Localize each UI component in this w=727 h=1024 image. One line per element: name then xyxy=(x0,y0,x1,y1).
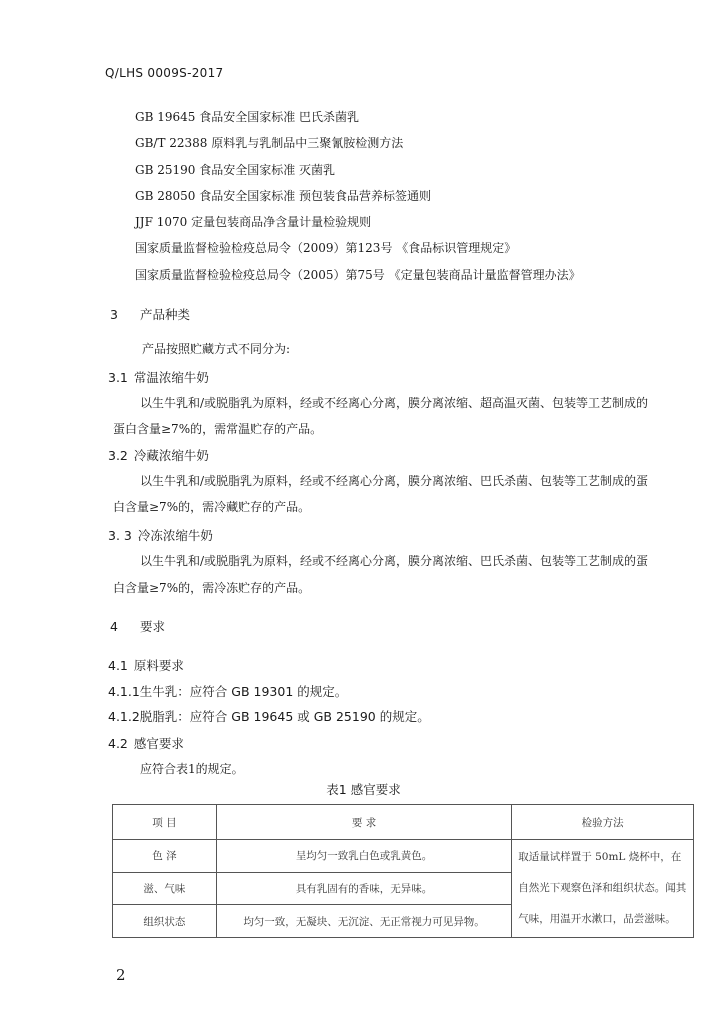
section-heading xyxy=(110,617,165,635)
subsection-title: 原料要求 xyxy=(133,658,184,673)
subsection-heading xyxy=(108,734,184,752)
subsection-number: 4.1 xyxy=(108,658,128,673)
cell-item: 滋、气味 xyxy=(113,872,217,905)
table-header-row xyxy=(113,805,694,840)
cell-requirement: 均匀一致，无凝块、无沉淀、无正常视力可见异物。 xyxy=(216,905,511,938)
table-caption: 表1 感官要求 xyxy=(326,782,401,797)
section-title: 产品种类 xyxy=(140,307,191,322)
paragraph-line: 白含量≥7%的，需冷冻贮存的产品。 xyxy=(113,581,311,595)
subsection-heading xyxy=(108,656,184,674)
cell-item: 组织状态 xyxy=(113,905,217,938)
column-header-item: 项 目 xyxy=(113,805,217,840)
subsection-number: 4.2 xyxy=(108,736,128,751)
subsection-heading xyxy=(108,446,209,464)
subsection-heading xyxy=(108,368,209,386)
reference-item: JJF 1070 定量包装商品净含量计量检验规则 xyxy=(135,215,372,229)
sensory-requirements-table xyxy=(112,804,694,938)
subsection-heading xyxy=(108,526,213,544)
reference-item: GB/T 22388 原料乳与乳制品中三聚氰胺检测方法 xyxy=(135,136,404,150)
cell-requirement: 呈均匀一致乳白色或乳黄色。 xyxy=(216,840,511,873)
reference-item: 国家质量监督检验检疫总局令（2009）第123号 《食品标识管理规定》 xyxy=(135,241,517,255)
reference-item: 国家质量监督检验检疫总局令（2005）第75号 《定量包装商品计量监督管理办法》 xyxy=(135,268,581,282)
paragraph-line: 以生牛乳和/或脱脂乳为原料，经或不经离心分离，膜分离浓缩、超高温灭菌、包装等工艺制成的 xyxy=(140,396,649,410)
page-number: 2 xyxy=(116,966,126,984)
reference-item: GB 28050 食品安全国家标准 预包装食品营养标签通则 xyxy=(135,189,432,203)
clause-raw-milk: 4.1.1生牛乳：应符合 GB 19301 的规定。 xyxy=(108,684,348,699)
column-header-method: 检验方法 xyxy=(512,805,694,840)
reference-item: GB 25190 食品安全国家标准 灭菌乳 xyxy=(135,163,336,177)
subsection-number: 3. 3 xyxy=(108,528,132,543)
paragraph-line: 以生牛乳和/或脱脂乳为原料，经或不经离心分离，膜分离浓缩、巴氏杀菌、包装等工艺制成的蛋 xyxy=(140,474,649,488)
section-number: 3 xyxy=(110,307,118,322)
section-intro: 产品按照贮藏方式不同分为: xyxy=(142,342,291,356)
cell-method: 取适量试样置于 50mL 烧杯中，在自然光下观察色泽和组织状态。闻其气味，用温开水漱口，品尝滋味。 xyxy=(512,840,694,938)
paragraph-line: 白含量≥7%的，需冷藏贮存的产品。 xyxy=(113,500,311,514)
subsection-title: 常温浓缩牛奶 xyxy=(133,370,209,385)
table-reference-text: 应符合表1的规定。 xyxy=(140,762,244,776)
subsection-title: 冷藏浓缩牛奶 xyxy=(133,448,209,463)
column-header-requirement: 要 求 xyxy=(216,805,511,840)
subsection-title: 冷冻浓缩牛奶 xyxy=(137,528,213,543)
clause-skim-milk: 4.1.2脱脂乳：应符合 GB 19645 或 GB 25190 的规定。 xyxy=(108,709,430,724)
section-number: 4 xyxy=(110,619,118,634)
paragraph-line: 蛋白含量≥7%的，需常温贮存的产品。 xyxy=(113,422,323,436)
cell-item: 色 泽 xyxy=(113,840,217,873)
reference-item: GB 19645 食品安全国家标准 巴氏杀菌乳 xyxy=(135,110,360,124)
document-code: Q/LHS 0009S-2017 xyxy=(105,66,224,80)
subsection-number: 3.1 xyxy=(108,370,128,385)
section-title: 要求 xyxy=(140,619,166,634)
subsection-number: 3.2 xyxy=(108,448,128,463)
table-row xyxy=(113,840,694,873)
subsection-title: 感官要求 xyxy=(133,736,184,751)
paragraph-line: 以生牛乳和/或脱脂乳为原料，经或不经离心分离，膜分离浓缩、巴氏杀菌、包装等工艺制成的蛋 xyxy=(140,554,649,568)
section-heading xyxy=(110,305,190,323)
cell-requirement: 具有乳固有的香味，无异味。 xyxy=(216,872,511,905)
